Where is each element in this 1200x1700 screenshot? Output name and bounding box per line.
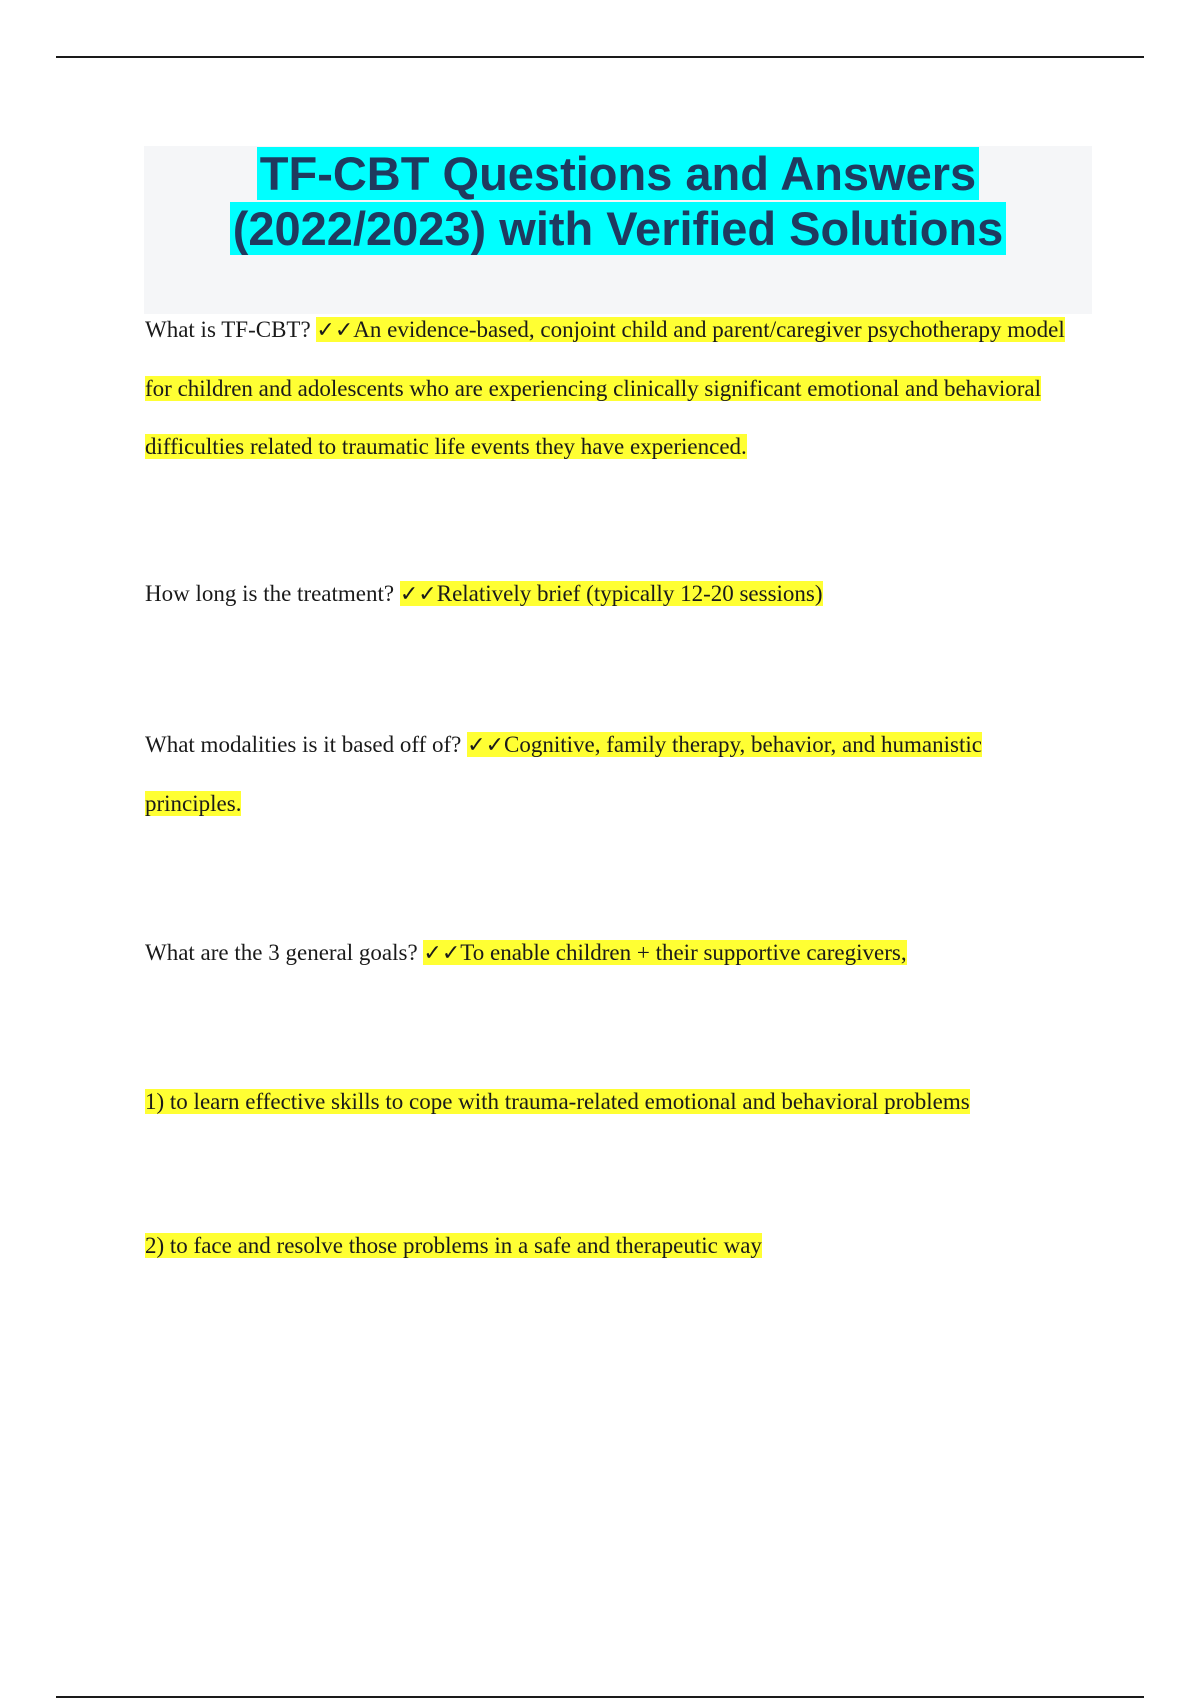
goal-line-2 — [145, 1230, 762, 1262]
document-title — [144, 146, 1092, 256]
qa-item-what-is-tfcbt — [145, 301, 1075, 476]
question-text: How long is the treatment? — [145, 581, 395, 606]
double-check-icon: ✓✓ — [316, 318, 354, 343]
answer-text: To enable children + their supportive caregivers, — [460, 940, 907, 965]
bottom-rule — [56, 1696, 1144, 1698]
title-line-2: (2022/2023) with Verified Solutions — [230, 202, 1007, 255]
answer-text: An evidence-based, conjoint child and parent/caregiver psychotherapy model for children and adolescents who are experiencing clinically significant emotional and behavioral difficulties related to traumatic life events they have experienced. — [145, 317, 1065, 459]
goal-text: 2) to face and resolve those problems in a safe and therapeutic way — [145, 1233, 762, 1258]
goal-line-1 — [145, 1086, 970, 1118]
question-text: What modalities is it based off of? — [145, 732, 462, 757]
top-rule — [56, 56, 1144, 58]
answer-text: Cognitive, family therapy, behavior, and humanistic principles. — [145, 732, 982, 816]
question-text: What is TF-CBT? — [145, 317, 311, 342]
double-check-icon: ✓✓ — [423, 941, 461, 966]
title-line-1: TF-CBT Questions and Answers — [257, 147, 979, 200]
qa-item-general-goals — [145, 924, 1075, 983]
double-check-icon: ✓✓ — [399, 582, 437, 607]
qa-item-treatment-length — [145, 565, 1075, 624]
double-check-icon: ✓✓ — [467, 733, 505, 758]
qa-item-modalities — [145, 716, 1075, 833]
answer-text: Relatively brief (typically 12-20 sessions) — [436, 581, 823, 606]
question-text: What are the 3 general goals? — [145, 940, 418, 965]
goal-text: 1) to learn effective skills to cope with trauma-related emotional and behavioral problems — [145, 1089, 970, 1114]
